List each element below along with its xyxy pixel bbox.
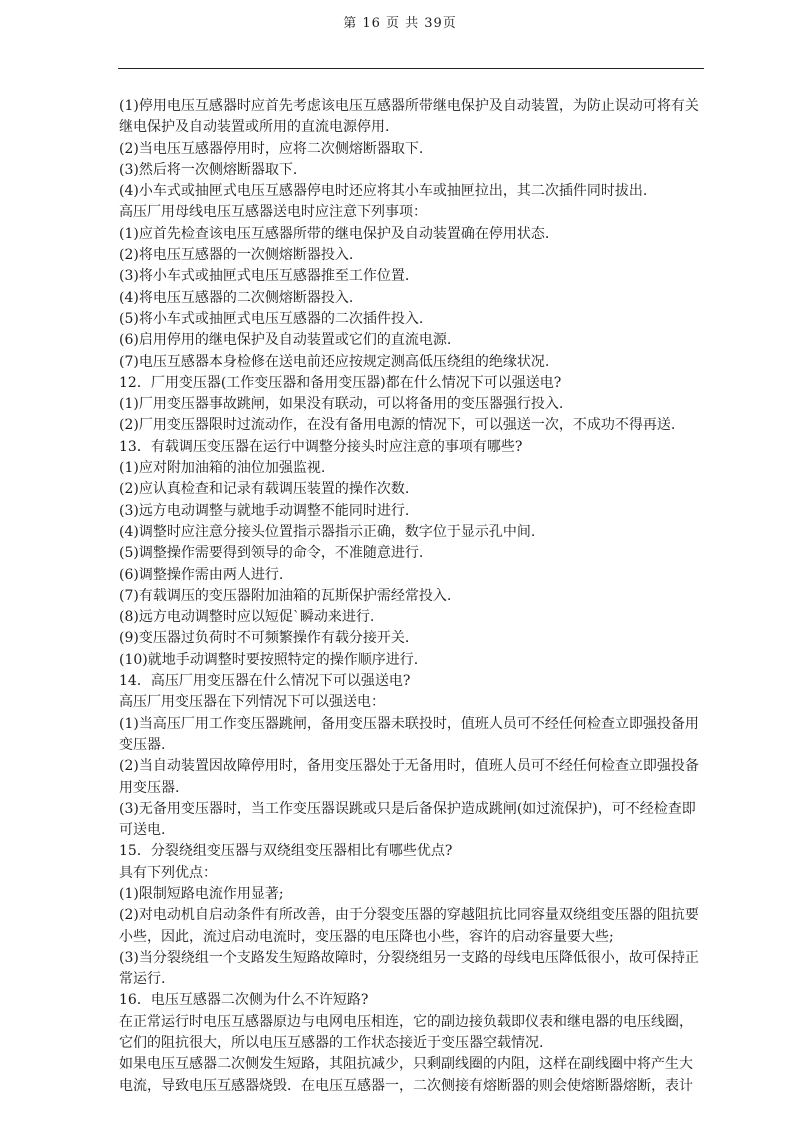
text-line: (2)应认真检查和记录有载调压装置的操作次数. xyxy=(119,481,410,498)
text-line: (1)停用电压互感器时应首先考虑该电压互感器所带继电保护及自动装置，为防止误动可将有关 xyxy=(119,98,699,114)
text-line: (2)当电压互感器停用时，应将二次侧熔断器取下. xyxy=(119,140,424,157)
text-line: 具有下列优点： xyxy=(119,864,217,881)
text-line: (1)厂用变压器事故跳闸，如果没有联动，可以将备用的变压器强行投入. xyxy=(119,396,564,413)
text-line: 常运行. xyxy=(119,971,166,988)
page-number: 第 16 页 共 39页 xyxy=(343,16,457,31)
text-line: (8)远方电动调整时应以短促`瞬动来进行. xyxy=(119,609,375,626)
text-line: 变压器. xyxy=(119,736,166,753)
text-line: (10)就地手动调整时要按照特定的操作顺序进行. xyxy=(119,651,419,668)
text-line: 用变压器. xyxy=(119,779,180,796)
text-line: 可送电. xyxy=(119,822,166,839)
text-line: (2)将电压互感器的一次侧熔断器投入. xyxy=(119,247,354,264)
text-line: (1)当高压厂用工作变压器跳闸，备用变压器未联投时，值班人员可不经任何检查立即强投备用 xyxy=(119,715,699,732)
text-line: 15．分裂绕组变压器与双绕组变压器相比有哪些优点? xyxy=(119,843,453,860)
text-line: (3)当分裂绕组一个支路发生短路故障时，分裂绕组另一支路的母线电压降低很小，故可保持正 xyxy=(119,949,699,966)
text-line: 如果电压互感器二次侧发生短路，其阻抗减少，只剩副线圈的内阻，这样在副线圈中将产生大 xyxy=(119,1056,693,1073)
text-line: (4)小车式或抽匣式电压互感器停电时还应将其小车或抽匣拉出，其二次插件同时拔出. xyxy=(119,183,648,200)
text-line: (3)然后将一次侧熔断器取下. xyxy=(119,161,298,178)
text-line: (2)当自动装置因故障停用时，备用变压器处于无备用时，值班人员可不经任何检查立即强投备 xyxy=(119,758,699,775)
text-line: 高压厂用母线电压互感器送电时应注意下列事项： xyxy=(119,204,427,221)
text-line: 在正常运行时电压互感器原边与电网电压相连，它的副边接负载即仪表和继电器的电压线圈， xyxy=(119,1013,693,1030)
text-line: (2)厂用变压器限时过流动作，在没有备用电源的情况下，可以强送一次，不成功不得再送. xyxy=(119,417,676,434)
text-line: 13．有载调压变压器在运行中调整分接头时应注意的事项有哪些? xyxy=(119,438,523,455)
text-line: 14．高压厂用变压器在什么情况下可以强送电? xyxy=(119,673,411,690)
text-line: (1)限制短路电流作用显著; xyxy=(119,885,284,902)
text-line: (3)无备用变压器时，当工作变压器误跳或只是后备保护造成跳闸(如过流保护)，可不经检查即 xyxy=(119,800,696,817)
text-line: (6)调整操作需由两人进行. xyxy=(119,566,284,583)
text-line: (3)远方电动调整与就地手动调整不能同时进行. xyxy=(119,502,410,519)
text-line: (6)启用停用的继电保护及自动装置或它们的直流电源. xyxy=(119,332,452,349)
text-line: 12．厂用变压器(工作变压器和备用变压器)都在什么情况下可以强送电? xyxy=(119,374,562,391)
text-line: (1)应首先检查该电压互感器所带的继电保护及自动装置确在停用状态. xyxy=(119,225,550,242)
text-line: 它们的阻抗很大，所以电压互感器的工作状态接近于变压器空载情况. xyxy=(119,1035,544,1052)
text-line: (7)有载调压的变压器附加油箱的瓦斯保护需经常投入. xyxy=(119,587,452,604)
page-header xyxy=(0,12,800,31)
document-body xyxy=(119,96,711,1097)
text-line: 16．电压互感器二次侧为什么不许短路? xyxy=(119,992,369,1009)
text-line: (5)将小车式或抽匣式电压互感器的二次插件投入. xyxy=(119,310,424,327)
text-line: (2)对电动机自启动条件有所改善，由于分裂变压器的穿越阻抗比同容量双绕组变压器的阻抗要 xyxy=(119,907,699,924)
text-line: (5)调整操作需要得到领导的命令，不准随意进行. xyxy=(119,545,424,562)
text-line: (3)将小车式或抽匣式电压互感器推至工作位置. xyxy=(119,268,410,285)
text-line: (9)变压器过负荷时不可频繁操作有载分接开关. xyxy=(119,630,410,647)
text-line: 小些，因此，流过启动电流时，变压器的电压降也小些，容许的启动容量要大些; xyxy=(119,928,614,945)
text-line: (4)将电压互感器的二次侧熔断器投入. xyxy=(119,289,354,306)
header-divider xyxy=(118,68,704,69)
text-line: 电流，导致电压互感器烧毁．在电压互感器一，二次侧接有熔断器的则会使熔断器熔断，表计 xyxy=(119,1077,693,1094)
text-line: (4)调整时应注意分接头位置指示器指示正确，数字位于显示孔中间. xyxy=(119,523,536,540)
text-line: 高压厂用变压器在下列情况下可以强送电： xyxy=(119,694,385,711)
text-line: (1)应对附加油箱的油位加强监视. xyxy=(119,460,326,477)
text-line: (7)电压互感器本身检修在送电前还应按规定测高低压绕组的绝缘状况. xyxy=(119,353,550,370)
text-line: 继电保护及自动装置或所用的直流电源停用. xyxy=(119,119,390,136)
